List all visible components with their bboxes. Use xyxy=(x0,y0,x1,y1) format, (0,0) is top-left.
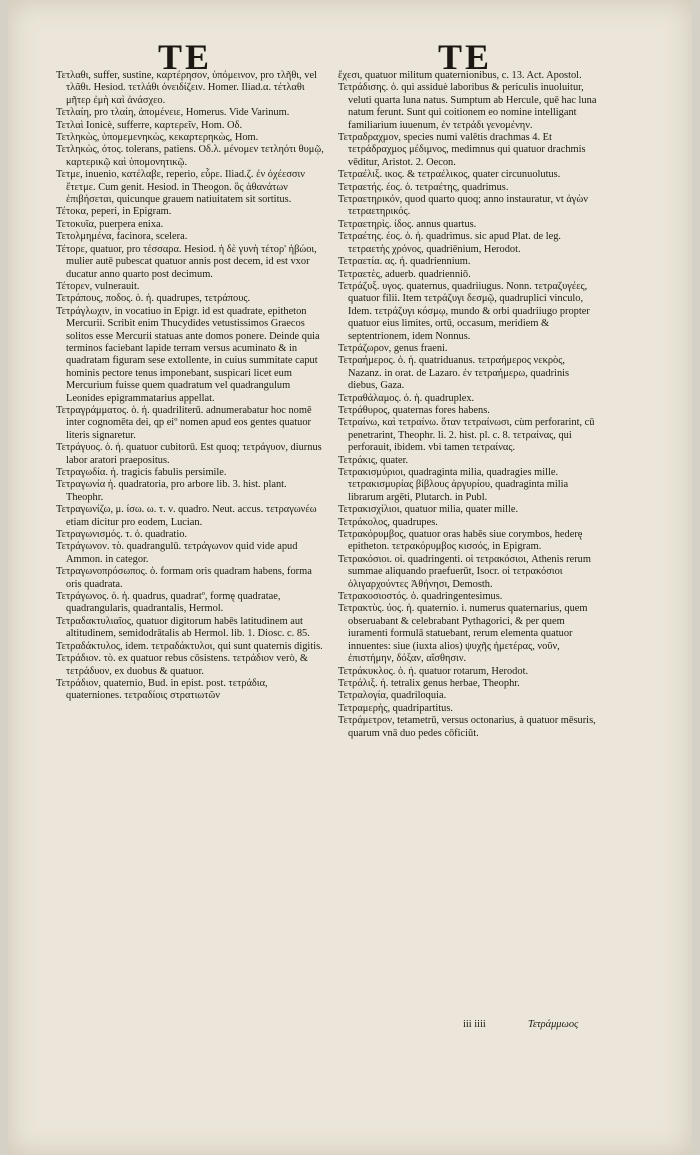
dictionary-entry: Τετρακισμύριοι, quadraginta milia, quadragies mille. τετρακισμυρίας βίβλους ἀργυρίου, quadraginta milia librarum argēti, Plutarch. in Publ. xyxy=(338,467,569,503)
dictionary-entry: Τετράζυξ. υγος. quaternus, quadriiugus. Nonn. τετραζυγέες, quatuor filii. Item τετράζυγι δεσμῷ, quadruplici vinculo, Idem. τετράζυγι κόσμῳ, mundo & orbi quadriiugo propter quatuor eius limites, ortū, occasum, meridiem & septentrionem, idem Nonnus. xyxy=(338,280,590,342)
dictionary-entry: ἔχεσι, quatuor militum quaternionibus, c. 13. Act. Apostol. xyxy=(338,70,582,81)
dictionary-entry: Τετραέτης. έος. ὁ. ἡ. quadrimus. sic apud Plat. de leg. τετραετὴς χρόνος, quadriēnium, Herodot. xyxy=(338,231,562,255)
dictionary-entry: Τετράλιξ. ἡ. tetralix genus herbae, Theophr. xyxy=(338,677,520,689)
dictionary-entry: Τετραέλιξ. ικος. & τετραέλικος, quater circunuolutus. xyxy=(338,169,561,181)
dictionary-entry: Τετράγλωχιν, in vocatiuo in Epigr. id est quadrate, epitheton Mercurii. Scribit enim Thucydides vetustissimos Graecos solitos esse Mercurii statuas ante domos ponere. Deinde quia terminos faciebant lapide terram versus acuminato & in quadratam figuram sese extollente, in cuius summitate caput hominis pectore tenus imponebant, suspicari licet eum Mercurium fuisse quem quadratum vel quadrangulum Leonides epigrammatarius appellat. xyxy=(56,305,320,404)
dictionary-entry: Τετλαίη, pro τλαίη, ἀπομένειε, Homerus. Vide Varinum. xyxy=(56,107,290,119)
dictionary-entry: Τετρακόσιοι. οἱ. quadringenti. οἱ τετρακόσιοι, Athenis rerum summae aliquando praefuerūt, Isocr. οἱ τετρακόσιοι ὀλιγαρχούντες Ἀθήνησι, Demosth. xyxy=(338,553,591,590)
dictionary-entry: Τέτορε, quatuor, pro τέσσαρα. Hesiod. ἡ δὲ γυνὴ τέτορ' ἡβώοι, mulier autē pubescat quatuor annis post decem, id est vxor ducatur anno quarto post decimum. xyxy=(56,243,317,280)
dictionary-entry: Τετράκις, quater. xyxy=(338,454,409,466)
dictionary-entry: Τετρακτὺς. ύος. ἡ. quaternio. i. numerus quaternarius, quem obseruabant & celebrabant Pythagorici, & per quem iuramenti formulā statuebant, rerum elementa quatuor innuentes: siue (iuxta alios) ψυχῆς ἡμετέρας, νοῦν, ἐπιστήμην, δόξαν, αἴσθησιν. xyxy=(338,603,588,665)
running-head-left: TE xyxy=(158,37,213,77)
dictionary-entry: Τετραετὲς, aduerb. quadrienniō. xyxy=(338,268,471,280)
left-column xyxy=(56,70,324,703)
dictionary-entry: Τετραγωδία. ἡ. tragicis fabulis persimile. xyxy=(56,467,227,478)
dictionary-entry: Τετράζωρον, genus fraeni. xyxy=(338,342,448,354)
dictionary-entry: Τετληκὼς, ότος. tolerans, patiens. Οδ.λ. μένομεν τετληότι θυμῷ, καρτερικῷ καὶ ὑπομονητικῷ. xyxy=(56,144,324,168)
dictionary-entry: Τετράμετρον, tetametrū, versus octonarius, à quatuor mēsuris, quarum vnā duo pedes cōficiūt. xyxy=(338,715,596,739)
dictionary-entry: Τετραετηρὶς. ίδος. annus quartus. xyxy=(338,218,477,230)
dictionary-entry: Τετράπους, ποδος. ὁ. ἡ. quadrupes, τετράπους. xyxy=(56,293,251,305)
dictionary-entry: Τετραδακτυλιαῖος, quatuor digitorum habēs latitudinem aut altitudinem, semidodrātalis ab Hermol. lib. 1. Diosc. c. 85. xyxy=(56,615,310,640)
dictionary-entry: Τετρακισχίλιοι, quatuor milia, quater mille. xyxy=(338,504,519,516)
dictionary-entry: Τετράδισης. ὁ. qui assiduè laboribus & periculis inuoluitur, veluti quarta luna natus. Sumptum ab Hercule, quē hac luna natum ferunt. Sunt qui coitionem eo nomine intelligant familiarium iuuenum, ἐν τετράδι γενομένην. xyxy=(338,82,597,131)
book-page xyxy=(8,0,692,1155)
dictionary-entry: Τετράδιον, quaternio, Bud. in epist. post. τετράδια, quaterniones. τετραδίοις στρατιωτῶν xyxy=(56,677,268,702)
dictionary-entry: Τετραήμερος. ὁ. ἡ. quatriduanus. τετραήμερος νεκρὸς, Nazanz. in orat. de Lazaro. ἐν τετραήμερω, quadrinis diebus, Gaza. xyxy=(338,355,570,392)
dictionary-entry: Τετράγωνος. ὁ. ἡ. quadrus, quadratº, formę quadratae, quadrangularis, quadrantalis, Hermol. xyxy=(56,591,281,615)
dictionary-entry: Τετράκολος, quadrupes. xyxy=(338,516,438,528)
dictionary-entry: Τετρακόρυμβος, quatuor oras habēs siue corymbos, hederę epitheton. τετρακόρυμβος κισσός, in Epigram. xyxy=(338,529,583,553)
dictionary-entry: Τετολμημένα, facinora, scelera. xyxy=(56,231,188,243)
dictionary-entry: Τετραετία. ας. ἡ. quadriennium. xyxy=(338,256,471,268)
dictionary-entry: Τετλαθι, suffer, sustine, καρτέρησον, ὑπόμεινον, pro τλῆθι, vel τλᾶθι. Hesiod. τετλάθι ὀνειδίζειν. Homer. Iliad.α. τέτλαθι μῆτερ ἐμὴ καὶ ἀνάσχεο. xyxy=(56,70,317,106)
dictionary-entry: Τετραλογία, quadriloquia. xyxy=(338,690,447,702)
right-column xyxy=(338,70,600,740)
dictionary-entry: Τετραετής. έος. ὁ. τετραέτης, quadrimus. xyxy=(338,181,509,193)
signature-mark: iii iiii xyxy=(463,1019,486,1030)
catchword: Τετράμμωος xyxy=(528,1019,579,1030)
dictionary-entry: Τετραθάλαμος. ὁ. ἡ. quadruplex. xyxy=(338,392,475,404)
dictionary-entry: Τετραμερὴς, quadripartitus. xyxy=(338,702,453,714)
running-head-right: TE xyxy=(438,37,493,77)
dictionary-entry: Τετμε, inuenio, κατέλαβε, reperio, εὗρε. Iliad.ζ. ἐν ὀχέεσσιν ἔτετμε. Cum genit. Hesiod. in Theogon. ὃς ἀθανάτων ἐπιβήσεται, quicunque grauem natiuitatem sit sortitus. xyxy=(56,169,306,206)
dictionary-entry: Τετλαὶ Ionicè, sufferre, καρτερεῖν, Hom. Οδ. xyxy=(56,119,243,131)
dictionary-entry: Τετράγωνον. τὸ. quadrangulū. τετράγωνον quid vide apud Ammon. in categor. xyxy=(56,541,298,565)
dictionary-entry: Τετραγωνίζω, μ. ίσω. ω. τ. ν. quadro. Neut. accus. τετραγωνέω etiam dicitur pro eodem, Lucian. xyxy=(56,504,317,528)
dictionary-entry: Τετρακοσιοστός. ὁ. quadringentesimus. xyxy=(338,591,503,603)
dictionary-entry: Τέτορεν, vulnerauit. xyxy=(56,280,140,292)
dictionary-entry: Τετραγωνισμός. τ. ὁ. quadratio. xyxy=(56,529,187,541)
dictionary-entry: Τετραίνω, καὶ τετραίνω. ὅταν τετραίνωσι, cùm perforarint, cū penetrarint, Theophr. li. 2. hist. pl. c. 8. τετραίνας, qui perforauit, ibidem. vbi tamen τετραίνας. xyxy=(338,417,595,454)
dictionary-entry: Τετραγωνία ἡ. quadratoria, pro arbore lib. 3. hist. plant. Theophr. xyxy=(56,479,287,503)
dictionary-entry: Τετράθυρος, quaternas fores habens. xyxy=(338,404,490,416)
dictionary-entry: Τετράγυος. ὁ. ἡ. quatuor cubitorū. Est quoq; τετράγυον, diurnus labor aratori praepositus. xyxy=(56,442,322,466)
dictionary-entry: Τετραγράμματος. ὁ. ἡ. quadriliterū. adnumerabatur hoc nomē inter cognomēta dei, qp eiº nomen apud eos gentes quatuor literis signaretur. xyxy=(56,404,312,441)
dictionary-entry: Τέτοκα, peperi, in Epigram. xyxy=(56,206,172,218)
dictionary-entry: Τετοκυῖα, puerpera enixa. xyxy=(56,218,164,230)
dictionary-entry: Τετράδιον. τὸ. ex quatuor rebus cōsistens. τετράδιον verò, & τετράδυον, ex duobus & quatuor. xyxy=(56,653,308,677)
dictionary-entry: Τετραδάκτυλος, idem. τετραδάκτυλοι, qui sunt quaternis digitis. xyxy=(56,640,323,652)
dictionary-entry: Τετληκὼς, ὑπομεμενηκὼς, κεκαρτερηκὼς, Hom. xyxy=(56,132,259,144)
dictionary-entry: Τετραγωνοπρόσωπος. ὁ. formam oris quadram habens, forma oris quadrata. xyxy=(56,566,312,590)
dictionary-entry: Τετράκυκλος. ὁ. ἡ. quatuor rotarum, Herodot. xyxy=(338,665,529,677)
dictionary-entry: Τετραδραχμον, species numi valētis drachmas 4. Et τετράδραχμος μέδιμνος, medimnus qui quatuor drachmis vēditur, Aristot. 2. Oecon. xyxy=(338,132,586,168)
dictionary-entry: Τετραετηρικόν, quod quarto quoq; anno instauratur, vt ἀγὼν τετραετηρικός. xyxy=(338,194,588,218)
